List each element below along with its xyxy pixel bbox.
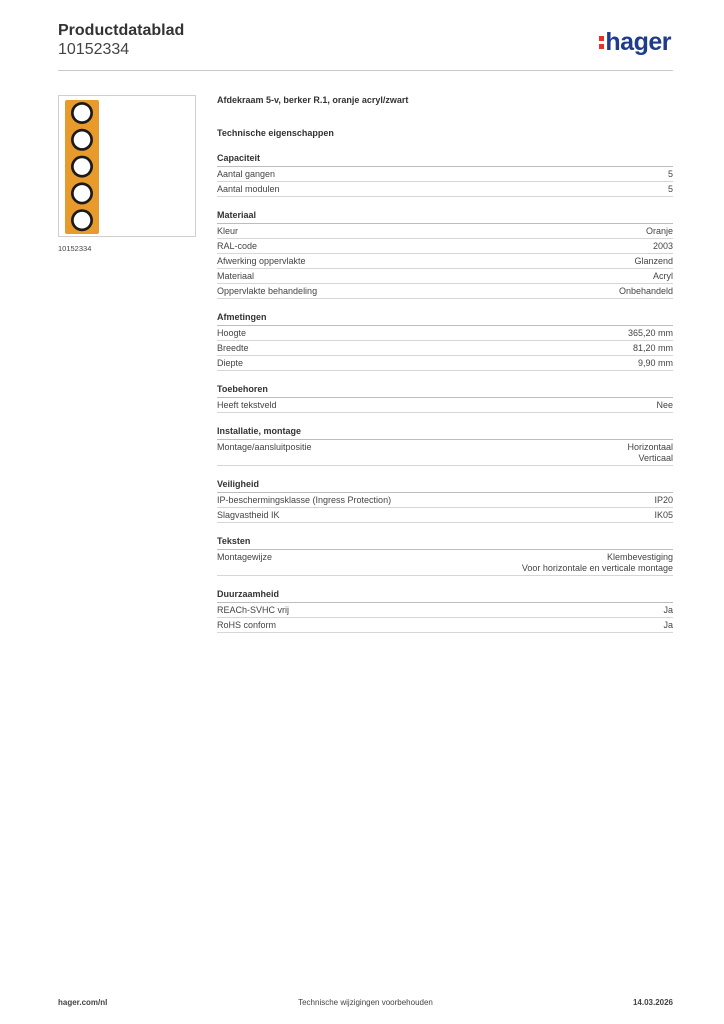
property-value [653,241,673,252]
property-value-line: Voor horizontale en verticale montage [521,562,673,573]
section-title: Installatie, montage [217,426,673,440]
property-value [633,343,673,354]
property-label: REACh-SVHC vrij [217,604,290,615]
product-image [58,95,196,237]
property-label: Breedte [217,342,249,353]
property-label: Montage/aansluitpositie [217,441,312,452]
property-row [217,284,673,299]
ring-insert-icon [74,105,91,122]
section-title: Capaciteit [217,153,673,167]
property-value-line: 81,20 mm [632,342,673,353]
property-row [217,356,673,371]
logo-text: hager [605,28,671,56]
footer-disclaimer: Technische wijzigingen voorbehouden [298,998,433,1007]
property-row [217,440,673,466]
property-label: RAL-code [217,240,258,251]
property-value-line: Glanzend [634,255,673,266]
property-value [522,552,673,574]
ring-insert-icon [74,185,91,202]
property-value-line: 2003 [652,240,673,251]
footer-website[interactable]: hager.com/nl [58,998,108,1007]
image-caption: 10152334 [58,244,92,253]
section-title: Duurzaamheid [217,589,673,603]
product-content [217,95,673,633]
section-toebehoren [217,384,673,413]
property-row [217,239,673,254]
section-title: Veiligheid [217,479,673,493]
property-row [217,254,673,269]
property-label: Aantal modulen [217,183,280,194]
property-row [217,269,673,284]
header-divider [58,70,673,71]
property-value-line: Klembevestiging [606,551,673,562]
property-value [663,620,673,631]
property-label: Afwerking oppervlakte [217,255,306,266]
property-row [217,398,673,413]
property-label: Montagewijze [217,551,273,562]
property-value-line: IP20 [654,494,673,505]
section-duurzaamheid [217,589,673,633]
property-value-line: Nee [656,399,673,410]
section-title: Teksten [217,536,673,550]
property-label: Oppervlakte behandeling [217,285,318,296]
section-title: Materiaal [217,210,673,224]
property-value [628,328,673,339]
section-title: Afmetingen [217,312,673,326]
property-value [634,256,673,267]
page-header [58,22,673,70]
property-value-line: IK05 [654,509,673,520]
property-label: Aantal gangen [217,168,276,179]
section-installatie-montage [217,426,673,466]
property-value-line: Acryl [653,270,673,281]
property-row [217,224,673,239]
property-value-line: 5 [667,183,673,194]
property-value [656,400,673,411]
ring-insert-icon [74,212,91,229]
ring-insert-icon [74,158,91,175]
section-materiaal [217,210,673,299]
property-value [619,286,673,297]
property-value-line: 5 [667,168,673,179]
property-value-line: Ja [663,619,673,630]
property-label: Hoogte [217,327,247,338]
section-capaciteit [217,153,673,197]
property-value [668,184,673,195]
hager-logo [599,28,671,57]
property-label: Slagvastheid IK [217,509,280,520]
property-label: Kleur [217,225,239,236]
tech-properties-heading: Technische eigenschappen [217,128,334,138]
property-row [217,167,673,182]
section-afmetingen [217,312,673,371]
property-row [217,326,673,341]
logo-dots-icon [599,35,604,51]
property-row [217,182,673,197]
property-value-line: Verticaal [638,452,673,463]
property-value-line: Onbehandeld [618,285,673,296]
property-value [654,495,673,506]
property-label: RoHS conform [217,619,277,630]
ring-insert-icon [74,132,91,149]
property-value [653,271,673,282]
product-description: Afdekraam 5-v, berker R.1, oranje acryl/zwart [217,95,409,105]
property-label: Materiaal [217,270,255,281]
property-row [217,550,673,576]
property-row [217,493,673,508]
property-row [217,603,673,618]
property-label: IP-beschermingsklasse (Ingress Protection) [217,494,392,505]
property-value [646,226,673,237]
section-teksten [217,536,673,576]
footer-date: 14.03.2026 [632,998,673,1007]
property-value [668,169,673,180]
property-label: Diepte [217,357,244,368]
property-value-line: Oranje [645,225,673,236]
section-title: Toebehoren [217,384,673,398]
property-label: Heeft tekstveld [217,399,277,410]
property-row [217,341,673,356]
property-value [638,358,673,369]
property-value [663,605,673,616]
property-value [654,510,673,521]
property-value-line: 9,90 mm [637,357,673,368]
properties-list [217,153,673,633]
product-number: 10152334 [58,41,130,58]
cover-frame-icon [63,99,103,235]
property-value-line: Horizontaal [627,441,673,452]
property-row [217,618,673,633]
page-title: Productdatablad [58,22,185,39]
property-value [627,442,673,464]
property-value-line: 365,20 mm [627,327,673,338]
property-value-line: Ja [663,604,673,615]
section-veiligheid [217,479,673,523]
property-row [217,508,673,523]
